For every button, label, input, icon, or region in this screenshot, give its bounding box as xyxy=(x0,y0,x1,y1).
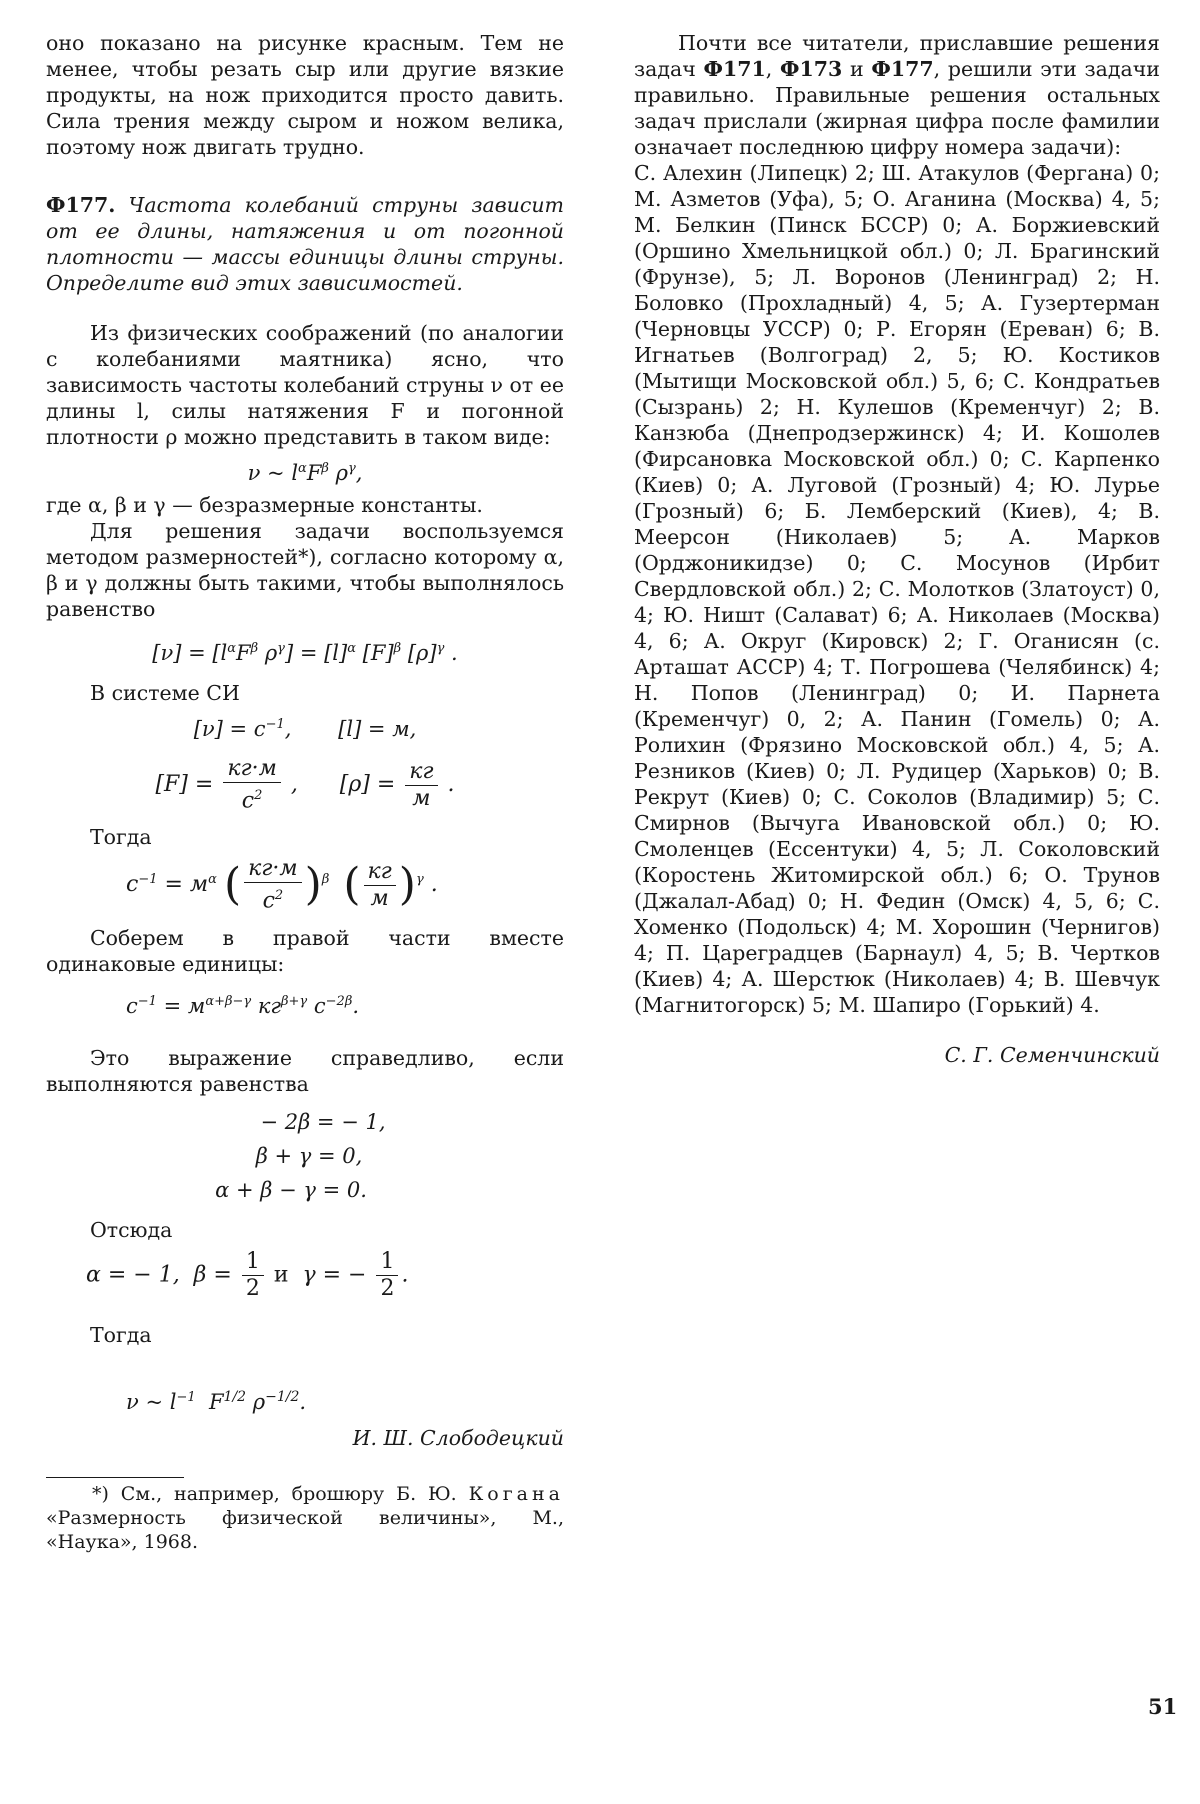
formula-collected: $c^{-1} = м^{\alpha+\beta-\gamma}$ $кг^{\beta+\gamma}$ $c^{-2\beta}$. xyxy=(126,993,360,1018)
formula-si-units-1: $[\nu] = c^{-1}$, [l] = м, xyxy=(193,717,417,741)
formula-proportionality: ν ~ $l^\alpha F^\beta$ $\rho^\gamma$, xyxy=(247,461,363,485)
formula-final: ν ~ $l^{-1}$ $F^{1/2}$ $\rho^{-1/2}$. xyxy=(126,1388,307,1414)
solution-paragraph-8: Отсюда xyxy=(90,1217,173,1242)
problem-ref-173: Ф173 xyxy=(780,57,843,81)
formula-si-units-2: [F] = $\frac{кг\cdot м}{c^2}$ , [ρ] = $\frac{кг}{м}$ . xyxy=(155,756,455,814)
solution-paragraph-5: Тогда xyxy=(90,825,152,850)
formula-system: − 2β = − 1, β + γ = 0, α + β − γ = 0. xyxy=(215,1109,386,1202)
solution-paragraph-3: Для решения задачи воспользуемся методом размерностей*), согласно которому α, β и γ должны быть такими, чтобы выполнялось равенство xyxy=(46,519,564,621)
right-signature: С. Г. Семенчинский xyxy=(944,1043,1160,1067)
left-column xyxy=(46,30,564,1554)
intro-paragraph: оно показано на рисунке красным. Тем не менее, чтобы резать сыр или другие вязкие продукты, на нож приходится просто давить. Сила трения между сыром и ножом велика, поэтому нож двигать трудно. xyxy=(46,31,564,159)
formula-result: α = − 1, β = $\frac{1}{2}$ и γ = − $\frac{1}{2}$ . xyxy=(86,1248,409,1301)
solution-paragraph-7: Это выражение справедливо, если выполняются равенства xyxy=(46,1045,564,1096)
footnote-divider xyxy=(46,1477,184,1478)
solution-paragraph-2: где α, β и γ — безразмерные константы. xyxy=(46,493,483,517)
problem-ref-177: Ф177 xyxy=(871,57,934,81)
readers-list: С. Алехин (Липецк) 2; Ш. Атакулов (Фергана) 0; М. Азметов (Уфа), 5; О. Аганина (Москва) 4, 5; М. Белкин (Пинск БССР) 0; А. Боржиевский (Оршино Хмельницкой обл.) 0; Л. Брагинский (Фрунзе), 5; Л. Воронов (Ленинград) 2; Н. Боловко (Прохладный) 4, 5; А. Гузертерман (Черновцы УССР) 0; Р. Егорян (Ереван) 6; В. Игнатьев (Волгоград) 2, 5; Ю. Костиков (Мытищи Московской обл.) 5, 6; С. Кондратьев (Сызрань) 2; Н. Кулешов (Кременчуг) 2; В. Канзюба (Днепродзержинск) 4; И. Кошолев (Фирсановка Московской обл.) 0; С. Карпенко (Киев) 0; А. Луговой (Грозный) 4; Ю. Лурье (Грозный) 6; Б. Лемберский (Киев), 4; В. Меерсон (Николаев) 5; А. Марков (Орджоникидзе) 0; С. Мосунов (Ирбит Свердловской обл.) 2; С. Молотков (Златоуст) 0, 4; Ю. Ништ (Салават) 6; А. Николаев (Москва) 4, 6; А. Округ (Кировск) 2; Г. Оганисян (с. Арташат АССР) 4; Т. Погрошева (Челябинск) 4; Н. Попов (Ленинград) 0; И. Парнета (Кременчуг) 0, 2; А. Панин (Гомель) 0; А. Ролихин (Фрязино Московской обл.) 4, 5; А. Резников (Киев) 0; Л. Рудицер (Харьков) 0; В. Рекрут (Киев) 0; С. Соколов (Владимир) 5; С. Смирнов (Вычуга Ивановской обл.) 0; Ю. Смоленцев (Ессентуки) 4, 5; Л. Соколовский (Коростень Житомирской обл.) 6; О. Трунов (Джалал-Абад) 0; Н. Федин (Омск) 4, 5, 6; С. Хоменко (Подольск) 4; М. Хорошин (Чернигов) 4; П. Цареградцев (Барнаул) 4, 5; В. Чертков (Киев) 4; А. Шерстюк (Николаев) 4; В. Шевчук (Магнитогорск) 5; М. Шапиро (Горький) 4. xyxy=(634,161,1160,1017)
problem-id: Ф177. xyxy=(46,193,116,217)
right-column xyxy=(634,30,1160,1068)
solution-paragraph-6: Соберем в правой части вместе одинаковые единицы: xyxy=(46,925,564,976)
solution-paragraph-1: Из физических соображений (по аналогии с колебаниями маятника) ясно, что зависимость частоты колебаний струны ν от ее длины l, силы натяжения F и погонной плотности ρ можно представить в таком виде: xyxy=(46,321,564,449)
formula-substitution: $c^{-1} = м^\alpha$ ( $\frac{кг\cdot м}{c^2}$ )$^\beta$ ( $\frac{кг}{м}$ )$^\gamma$ . xyxy=(126,856,438,914)
problem-statement xyxy=(46,192,564,296)
left-signature: И. Ш. Слободецкий xyxy=(352,1425,564,1450)
readers-intro: Почти все читатели, приславшие решения задач Ф171, Ф173 и Ф177, решили эти задачи правильно. Правильные решения остальных задач прислали (жирная цифра после фамилии означает последнюю цифру номера задачи): xyxy=(634,31,1160,159)
formula-dimension-equation: $[\nu] = [l^\alpha F^\beta$ $\rho^\gamma] = [l]^\alpha$ $[F]^\beta$ $[\rho]^\gamma$ . xyxy=(152,641,458,665)
page-number: 51 xyxy=(1148,1694,1178,1719)
solution-paragraph-9: Тогда xyxy=(90,1322,152,1347)
problem-ref-171: Ф171 xyxy=(703,57,766,81)
problem-text: Частота колебаний струны зависит от ее длины, натяжения и от погонной плотности — массы единицы длины струны. Определите вид этих зависимостей. xyxy=(46,193,564,295)
solution-paragraph-4: В системе СИ xyxy=(90,681,240,705)
footnote: *) См., например, брошюру Б. Ю. Когана «Размерность физической величины», М., «Наука», 1968. xyxy=(46,1482,564,1553)
